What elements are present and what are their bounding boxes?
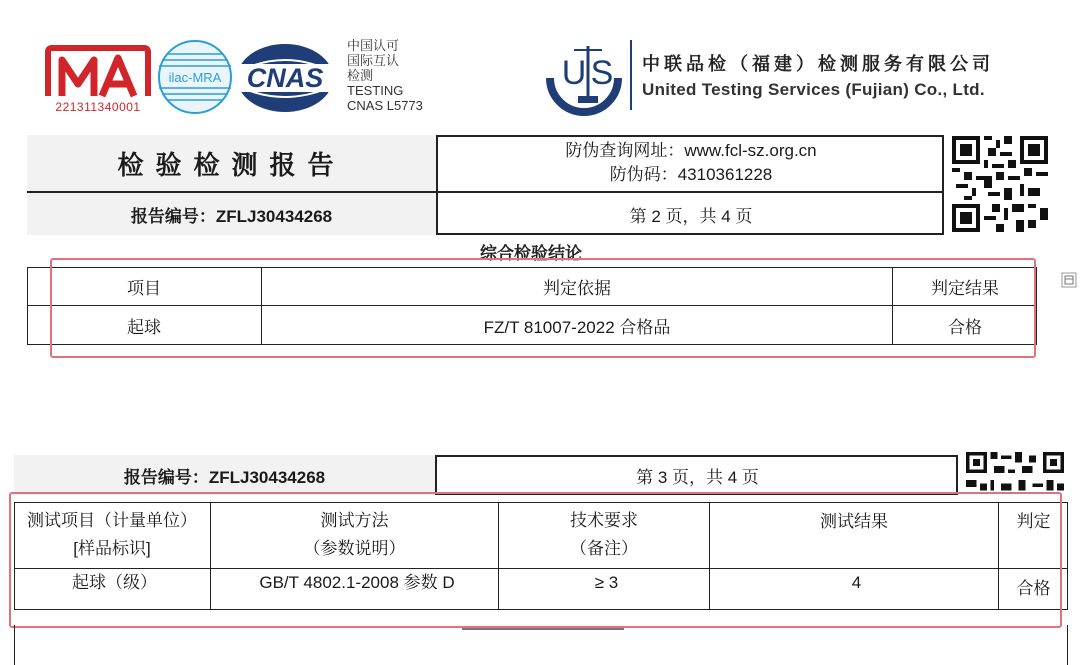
cnas-accreditation-text: [347, 38, 423, 113]
cnas-line: 检测: [347, 68, 374, 83]
expand-icon[interactable]: [1061, 272, 1077, 288]
header-line: 测试结果: [820, 512, 888, 531]
table-header: 项目: [27, 267, 262, 306]
uts-logo: [544, 38, 624, 118]
cnas-line: 国际互认: [347, 53, 400, 68]
header-line: 技术要求: [570, 511, 638, 530]
header-line: 判定: [1016, 512, 1051, 531]
svg-text:CNAS: CNAS: [246, 63, 324, 93]
svg-text:S: S: [590, 54, 614, 92]
page-indicator: 第 3 页，共 4 页: [636, 467, 759, 487]
table-cell: 起球: [27, 306, 262, 345]
table-header: 判定依据: [262, 267, 893, 306]
cnas-logo: [232, 40, 338, 116]
highlight-box: [9, 492, 1062, 628]
ma-code: 221311340001: [55, 100, 141, 114]
next-table-edge: [14, 625, 1068, 665]
company-name-cn: 中联品检（福建）检测服务有限公司: [642, 54, 994, 74]
svg-text:ilac-MRA: ilac-MRA: [168, 70, 222, 85]
cnas-line: CNAS L5773: [347, 98, 423, 113]
report-number: 报告编号：ZFLJ30434268: [27, 193, 438, 235]
logo-divider: [630, 40, 632, 110]
cnas-line: 中国认可: [347, 38, 400, 53]
page-indicator: 第 2 页，共 4 页: [629, 206, 753, 226]
header-line: 测试项目（计量单位）: [27, 511, 197, 530]
header-line: 测试方法: [320, 511, 389, 530]
table-cell: FZ/T 81007-2022 合格品: [262, 306, 893, 345]
header-line: （参数说明）: [303, 539, 406, 558]
svg-text:U: U: [561, 54, 587, 92]
cnas-line: TESTING: [347, 83, 404, 98]
company-name-en: United Testing Services (Fujian) Co., Ltd.: [642, 80, 985, 99]
ilac-mra-logo: [150, 38, 240, 116]
table-cell: 起球（级）: [14, 569, 211, 609]
section-title: 综合检验结论: [480, 244, 582, 263]
report-title: 检验检测报告: [27, 135, 438, 193]
table-cell: 4: [710, 569, 999, 609]
qr-code-icon: [952, 136, 1048, 232]
highlight-box: [50, 258, 1036, 358]
table-cell: GB/T 4802.1-2008 参数 D: [211, 569, 499, 609]
table-cell: ≥ 3: [499, 569, 710, 609]
qr-code-icon: [966, 452, 1064, 494]
report-number: 报告编号：ZFLJ30434268: [14, 455, 437, 495]
table-cell: 合格: [1016, 579, 1051, 598]
header-line: [样品标识]: [73, 539, 151, 558]
header-line: （备注）: [570, 539, 638, 558]
anti-fake-code: 防伪码：4310361228: [609, 165, 773, 184]
table-header: 判定结果: [893, 267, 1037, 306]
table-cell: 合格: [948, 318, 982, 337]
anti-fake-url[interactable]: 防伪查询网址：www.fcl-sz.org.cn: [565, 141, 817, 160]
anti-fake-info: [438, 135, 944, 193]
